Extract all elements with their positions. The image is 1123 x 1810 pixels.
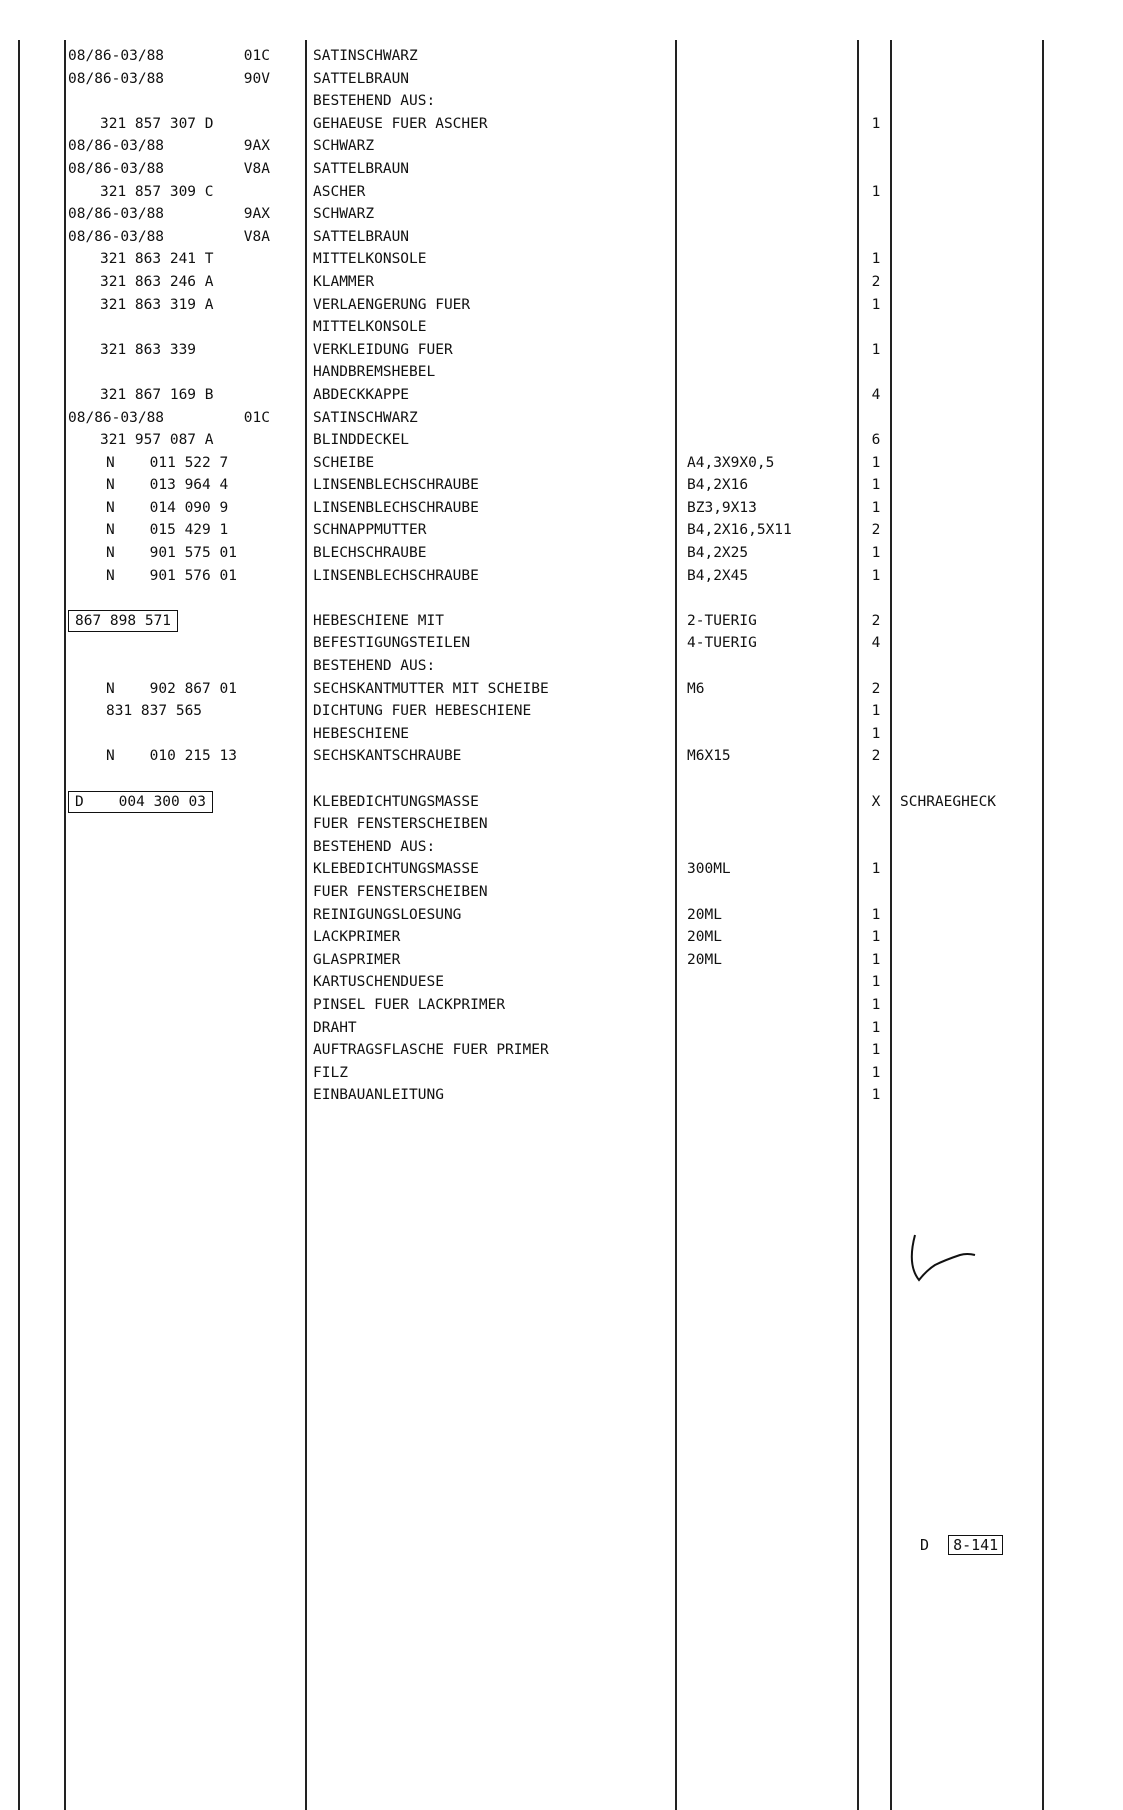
description-cell: SECHSKANTSCHRAUBE (313, 748, 462, 765)
part-cell (68, 565, 280, 588)
description-cell: HANDBREMSHEBEL (313, 364, 436, 381)
description-cell: BESTEHEND AUS: (313, 658, 436, 675)
specification-cell: B4,2X45 (687, 567, 749, 584)
part-number: N 013 964 4 (106, 477, 229, 494)
remark-cell (900, 1039, 1050, 1062)
remark-cell (900, 949, 1050, 972)
remark-cell (900, 203, 1050, 226)
quantity-cell: 1 (871, 1042, 881, 1059)
part-number-column (68, 45, 280, 1107)
description-cell: LINSENBLECHSCHRAUBE (313, 499, 479, 516)
part-cell (68, 1084, 280, 1107)
specification-cell (687, 700, 857, 723)
quantity-cell: 2 (871, 748, 881, 765)
part-cell (68, 135, 280, 158)
description-cell: MITTELKONSOLE (313, 251, 427, 268)
description-cell: SATTELBRAUN (313, 70, 410, 87)
part-number: 321 867 169 B (100, 386, 214, 403)
quantity-column (864, 45, 888, 1107)
specification-cell: 20ML (687, 951, 722, 968)
quantity-cell: 1 (871, 725, 881, 742)
quantity-cell: 1 (871, 906, 881, 923)
part-number: 831 837 565 (106, 703, 203, 720)
footer-label: D (920, 1536, 930, 1554)
description-cell: BLINDDECKEL (313, 432, 410, 449)
column-divider-3 (675, 40, 677, 1810)
description-cell: SCHWARZ (313, 138, 375, 155)
part-cell (68, 881, 280, 904)
specification-cell (687, 135, 857, 158)
remark-cell (900, 226, 1050, 249)
part-cell (68, 113, 280, 136)
description-cell: FILZ (313, 1064, 348, 1081)
remark-cell (900, 519, 1050, 542)
description-cell: DRAHT (313, 1019, 357, 1036)
quantity-cell: 1 (871, 499, 881, 516)
remark-cell (900, 655, 1050, 678)
row-gap (900, 768, 1050, 791)
description-cell: SCHEIBE (313, 454, 375, 471)
remark-cell (900, 971, 1050, 994)
remark-cell (900, 248, 1050, 271)
description-cell: PINSEL FUER LACKPRIMER (313, 996, 506, 1013)
part-cell (68, 1039, 280, 1062)
page-number: 8-141 (948, 1535, 1003, 1555)
quantity-cell (864, 361, 888, 384)
specification-cell: A4,3X9X0,5 (687, 454, 775, 471)
part-cell (68, 271, 280, 294)
row-gap (313, 768, 673, 791)
description-cell: VERKLEIDUNG FUER (313, 341, 453, 358)
color-code: 9AX (243, 206, 270, 223)
remark-cell (900, 632, 1050, 655)
description-cell: EINBAUANLEITUNG (313, 1087, 444, 1104)
part-cell (68, 474, 280, 497)
specification-cell (687, 45, 857, 68)
description-cell: SATINSCHWARZ (313, 409, 418, 426)
part-cell (68, 723, 280, 746)
quantity-cell: 4 (871, 635, 881, 652)
description-cell: SATTELBRAUN (313, 228, 410, 245)
quantity-cell: 1 (871, 974, 881, 991)
quantity-cell: 1 (871, 251, 881, 268)
part-cell (68, 90, 280, 113)
specification-cell (687, 384, 857, 407)
remark-cell (900, 339, 1050, 362)
part-cell (68, 971, 280, 994)
part-cell (68, 700, 280, 723)
part-cell (68, 361, 280, 384)
quantity-cell (864, 407, 888, 430)
quantity-cell: 1 (871, 477, 881, 494)
part-number: 321 863 339 (100, 341, 197, 358)
quantity-cell: 1 (871, 703, 881, 720)
remark-cell (900, 316, 1050, 339)
specification-cell (687, 971, 857, 994)
part-cell (68, 904, 280, 927)
remark-cell (900, 723, 1050, 746)
remark-cell (900, 90, 1050, 113)
description-column (313, 45, 673, 1107)
specification-cell: M6 (687, 680, 705, 697)
specification-cell (687, 429, 857, 452)
specification-column (687, 45, 857, 1107)
description-cell: SCHWARZ (313, 206, 375, 223)
remark-cell (900, 1084, 1050, 1107)
quantity-cell (864, 158, 888, 181)
validity-date: 08/86-03/88 (68, 409, 165, 426)
specification-cell (687, 1039, 857, 1062)
remark-cell (900, 678, 1050, 701)
description-cell: SECHSKANTMUTTER MIT SCHEIBE (313, 680, 549, 697)
quantity-cell: 1 (871, 1064, 881, 1081)
quantity-cell: 1 (871, 929, 881, 946)
remark-cell (900, 904, 1050, 927)
specification-cell (687, 339, 857, 362)
quantity-cell: 1 (871, 1019, 881, 1036)
quantity-cell: 1 (871, 567, 881, 584)
remark-cell (900, 294, 1050, 317)
quantity-cell (864, 90, 888, 113)
remark-cell (900, 926, 1050, 949)
description-cell: GEHAEUSE FUER ASCHER (313, 115, 488, 132)
description-cell: FUER FENSTERSCHEIBEN (313, 816, 488, 833)
validity-date: 08/86-03/88 (68, 160, 165, 177)
remark-cell (900, 813, 1050, 836)
quantity-cell (864, 45, 888, 68)
part-cell (68, 949, 280, 972)
quantity-cell (864, 813, 888, 836)
quantity-cell (864, 203, 888, 226)
remark-cell (900, 452, 1050, 475)
part-number: 321 863 246 A (100, 273, 214, 290)
remark-cell (900, 361, 1050, 384)
part-cell (68, 226, 280, 249)
row-gap (313, 587, 673, 610)
remark-cell (900, 542, 1050, 565)
specification-cell: BZ3,9X13 (687, 499, 757, 516)
validity-date: 08/86-03/88 (68, 70, 165, 87)
part-cell (68, 68, 280, 91)
specification-cell (687, 791, 857, 814)
quantity-cell: 4 (871, 386, 881, 403)
page-footer (920, 1535, 1003, 1555)
part-number: N 902 867 01 (106, 680, 237, 697)
part-cell (68, 655, 280, 678)
quantity-cell: 2 (871, 612, 881, 629)
color-code: 9AX (243, 138, 270, 155)
row-gap (687, 587, 857, 610)
remark-cell (900, 610, 1050, 633)
quantity-cell (864, 135, 888, 158)
quantity-cell (864, 226, 888, 249)
quantity-cell: 2 (871, 680, 881, 697)
specification-cell (687, 1017, 857, 1040)
quantity-cell: 1 (871, 341, 881, 358)
part-number: 321 957 087 A (100, 432, 214, 449)
quantity-cell: 1 (871, 1087, 881, 1104)
remark-cell (900, 474, 1050, 497)
remark-cell (900, 1062, 1050, 1085)
description-cell: GLASPRIMER (313, 951, 401, 968)
remark-cell (900, 68, 1050, 91)
part-number: N 010 215 13 (106, 748, 237, 765)
remark-cell (900, 565, 1050, 588)
part-number: N 011 522 7 (106, 454, 229, 471)
part-cell (68, 452, 280, 475)
color-code: 01C (243, 48, 270, 64)
quantity-cell: 1 (871, 296, 881, 313)
remark-cell (900, 1017, 1050, 1040)
remark-cell (900, 384, 1050, 407)
quantity-cell: 1 (871, 951, 881, 968)
quantity-cell (864, 655, 888, 678)
validity-date: 08/86-03/88 (68, 48, 165, 64)
part-cell (68, 181, 280, 204)
description-cell: REINIGUNGSLOESUNG (313, 906, 462, 923)
description-cell: SATINSCHWARZ (313, 48, 418, 64)
specification-cell (687, 881, 857, 904)
part-cell (68, 1062, 280, 1085)
part-cell (68, 497, 280, 520)
page-border-left (18, 40, 20, 1810)
row-gap (864, 587, 888, 610)
column-divider-5 (890, 40, 892, 1810)
description-cell: BLECHSCHRAUBE (313, 545, 427, 562)
part-number: N 014 090 9 (106, 499, 229, 516)
validity-date: 08/86-03/88 (68, 138, 165, 155)
specification-cell (687, 407, 857, 430)
description-cell: KLEBEDICHTUNGSMASSE (313, 861, 479, 878)
quantity-cell: X (871, 793, 881, 810)
color-code: 01C (243, 409, 270, 426)
part-cell (68, 407, 280, 430)
part-cell (68, 678, 280, 701)
remark-cell (900, 836, 1050, 859)
remark-cell (900, 429, 1050, 452)
specification-cell (687, 361, 857, 384)
specification-cell: 4-TUERIG (687, 635, 757, 652)
part-number: 321 857 307 D (100, 115, 214, 132)
remark-cell (900, 135, 1050, 158)
remark-cell (900, 858, 1050, 881)
specification-cell (687, 203, 857, 226)
specification-cell (687, 271, 857, 294)
specification-cell (687, 994, 857, 1017)
quantity-cell: 1 (871, 996, 881, 1013)
part-cell (68, 836, 280, 859)
part-cell (68, 158, 280, 181)
part-cell (38, 610, 280, 633)
part-cell (68, 632, 280, 655)
quantity-cell: 1 (871, 861, 881, 878)
specification-cell (687, 113, 857, 136)
row-gap (68, 587, 280, 610)
specification-cell: B4,2X25 (687, 545, 749, 562)
description-cell: VERLAENGERUNG FUER (313, 296, 471, 313)
column-divider-4 (857, 40, 859, 1810)
quantity-cell: 1 (871, 545, 881, 562)
description-cell: LACKPRIMER (313, 929, 401, 946)
validity-date: 08/86-03/88 (68, 206, 165, 223)
remark-cell: SCHRAEGHECK (900, 793, 997, 810)
part-cell (68, 519, 280, 542)
part-cell (68, 429, 280, 452)
specification-cell (687, 68, 857, 91)
description-cell: LINSENBLECHSCHRAUBE (313, 477, 479, 494)
remark-cell (900, 45, 1050, 68)
column-divider-2 (305, 40, 307, 1810)
remark-cell (900, 158, 1050, 181)
description-cell: DICHTUNG FUER HEBESCHIENE (313, 703, 532, 720)
remark-cell (900, 407, 1050, 430)
quantity-cell: 1 (871, 183, 881, 200)
description-cell: KARTUSCHENDUESE (313, 974, 444, 991)
description-cell: AUFTRAGSFLASCHE FUER PRIMER (313, 1042, 549, 1059)
column-divider-1 (64, 40, 66, 1810)
specification-cell (687, 1062, 857, 1085)
specification-cell (687, 181, 857, 204)
validity-date: 08/86-03/88 (68, 228, 165, 245)
quantity-cell (864, 316, 888, 339)
description-cell: SCHNAPPMUTTER (313, 522, 427, 539)
part-number: N 901 575 01 (106, 545, 237, 562)
part-cell (68, 384, 280, 407)
specification-cell (687, 248, 857, 271)
remark-cell (900, 994, 1050, 1017)
part-cell (68, 813, 280, 836)
part-number: D 004 300 03 (68, 791, 213, 813)
color-code: V8A (243, 228, 270, 245)
specification-cell: 300ML (687, 861, 731, 878)
part-number: 321 863 241 T (100, 251, 214, 268)
part-cell (68, 1017, 280, 1040)
quantity-cell (864, 881, 888, 904)
description-cell: HEBESCHIENE (313, 725, 410, 742)
part-number: 321 863 319 A (100, 296, 214, 313)
specification-cell (687, 655, 857, 678)
description-cell: MITTELKONSOLE (313, 319, 427, 336)
remark-cell (900, 181, 1050, 204)
quantity-cell: 1 (871, 454, 881, 471)
part-cell (38, 791, 280, 814)
quantity-cell: 2 (871, 522, 881, 539)
remark-cell (900, 881, 1050, 904)
description-cell: KLAMMER (313, 273, 375, 290)
specification-cell (687, 158, 857, 181)
description-cell: HEBESCHIENE MIT (313, 612, 444, 629)
specification-cell: M6X15 (687, 748, 731, 765)
specification-cell (687, 813, 857, 836)
specification-cell: B4,2X16 (687, 477, 749, 494)
description-cell: FUER FENSTERSCHEIBEN (313, 883, 488, 900)
row-gap (864, 768, 888, 791)
description-cell: BEFESTIGUNGSTEILEN (313, 635, 471, 652)
quantity-cell (864, 68, 888, 91)
part-cell (68, 994, 280, 1017)
remark-cell (900, 113, 1050, 136)
quantity-cell: 1 (871, 115, 881, 132)
part-number: 867 898 571 (68, 610, 178, 632)
specification-cell: 20ML (687, 906, 722, 923)
specification-cell (687, 723, 857, 746)
handwritten-mark-icon (905, 1225, 985, 1305)
remark-cell (900, 271, 1050, 294)
row-gap (68, 768, 280, 791)
part-cell (68, 339, 280, 362)
description-cell: ASCHER (313, 183, 366, 200)
row-gap (687, 768, 857, 791)
specification-cell (687, 294, 857, 317)
part-cell (68, 45, 280, 68)
specification-cell (687, 226, 857, 249)
specification-cell: B4,2X16,5X11 (687, 522, 792, 539)
quantity-cell: 6 (871, 432, 881, 449)
description-cell: KLEBEDICHTUNGSMASSE (313, 793, 479, 810)
color-code: V8A (243, 160, 270, 177)
remark-cell (900, 745, 1050, 768)
part-number: N 901 576 01 (106, 567, 237, 584)
quantity-cell: 2 (871, 273, 881, 290)
part-cell (68, 858, 280, 881)
part-cell (68, 745, 280, 768)
specification-cell (687, 90, 857, 113)
color-code: 90V (243, 70, 270, 87)
remark-column (900, 45, 1050, 1107)
specification-cell: 20ML (687, 929, 722, 946)
description-cell: BESTEHEND AUS: (313, 838, 436, 855)
part-cell (68, 542, 280, 565)
row-gap (900, 587, 1050, 610)
description-cell: ABDECKKAPPE (313, 386, 410, 403)
remark-cell (900, 497, 1050, 520)
quantity-cell (864, 836, 888, 859)
part-cell (68, 316, 280, 339)
part-cell (68, 926, 280, 949)
part-cell (68, 248, 280, 271)
specification-cell (687, 836, 857, 859)
part-number: N 015 429 1 (106, 522, 229, 539)
part-cell (68, 203, 280, 226)
description-cell: LINSENBLECHSCHRAUBE (313, 567, 479, 584)
part-cell (68, 294, 280, 317)
description-cell: BESTEHEND AUS: (313, 93, 436, 110)
description-cell: SATTELBRAUN (313, 160, 410, 177)
specification-cell (687, 1084, 857, 1107)
specification-cell (687, 316, 857, 339)
remark-cell (900, 700, 1050, 723)
part-number: 321 857 309 C (100, 183, 214, 200)
specification-cell: 2-TUERIG (687, 612, 757, 629)
